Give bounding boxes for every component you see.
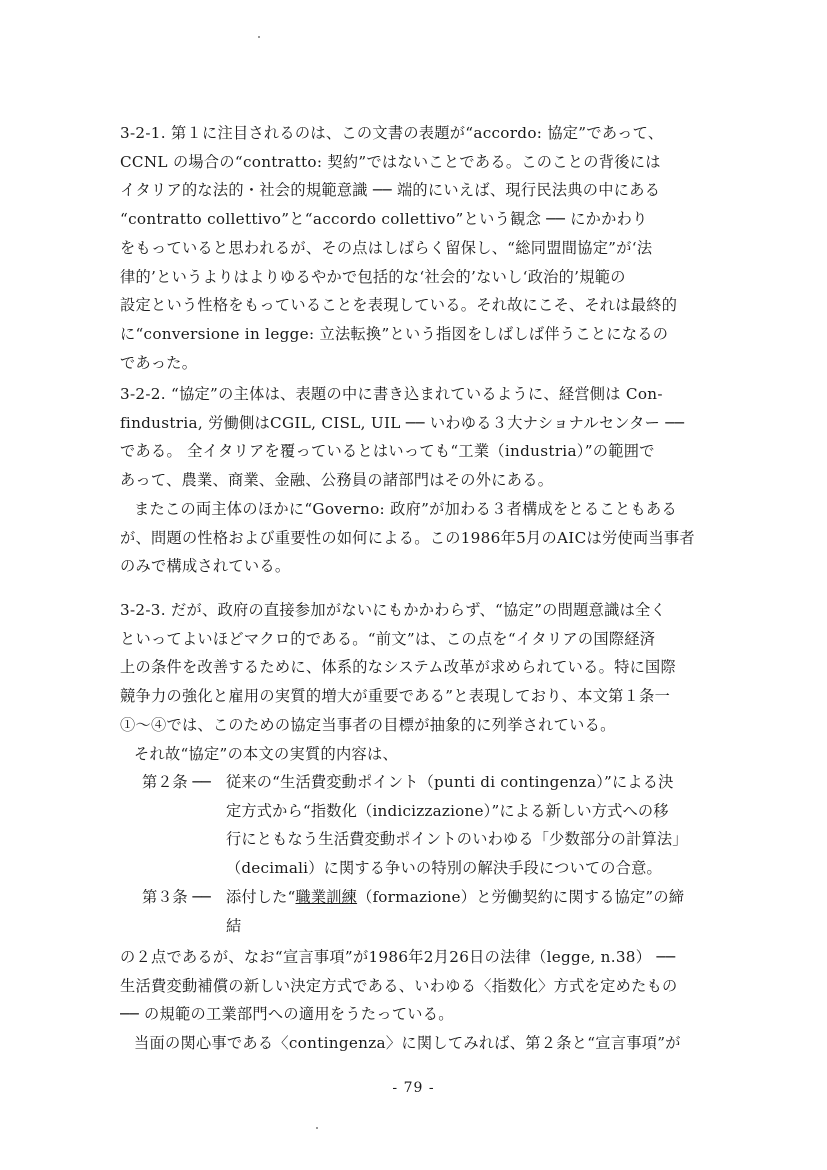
section-3-2-1 [120,119,720,377]
paragraph-line: といってよいほどマクロ的である。“前文”は、この点を“イタリアの国際経済 [120,629,656,648]
paragraph-line: であった。 [120,353,198,372]
paragraph-line: のみで構成されている。 [120,557,291,576]
paragraph-line: 3-2-3. だが、政府の直接参加がないにもかかわらず、“協定”の問題意識は全く [120,601,667,619]
scan-speck [316,1127,318,1129]
item-line-part: （formazione）と労働契約に関する協定”の締 [357,888,685,906]
scan-speck [258,36,260,38]
item-line-part: 添付した“ [226,888,296,906]
paragraph-line: あって、農業、商業、金融、公務員の諸部門はその外にある。 [120,471,554,490]
paragraph-line: 3-2-2. “協定”の主体は、表題の中に書き込まれているように、経営側は Con- [120,385,663,403]
item-line: 結 [226,916,242,935]
paragraph-line: をもっていると思われるが、その点はしばらく留保し、“総同盟間協定”が‘法 [120,238,653,257]
paragraph-line: 設定という性格をもっていることを表現している。それ故にこそ、それは最終的 [120,296,678,315]
page-number: - 79 - [392,1080,435,1096]
paragraph-line: 当面の関心事である〈contingenza〉に関してみれば、第２条と“宣言事項”が [134,1034,681,1053]
section-3-2-3 [120,596,720,768]
article-3-label: 第３条 ── [142,888,211,906]
section-3-2-2 [120,380,720,581]
paragraph-line: ── の規範の工業部門への適用をうたっている。 [120,1005,454,1024]
paragraph-line: 上の条件を改善するために、体系的なシステム改革が求められている。特に国際 [120,658,677,677]
paragraph-line: に“conversione in legge: 立法転換”という指図をしばしば伴うことになるの [120,324,669,343]
paragraph-line: である。 全イタリアを覆っているとはいっても“工業（industria）”の範囲で [120,442,655,461]
paragraph-line: が、問題の性格および重要性の如何による。この1986年5月のAICは労使両当事者 [120,528,695,547]
paragraph-line: 競争力の強化と雇用の実質的増大が重要である”と表現しており、本文第１条一 [120,687,671,706]
paragraph-line: CCNL の場合の“contratto: 契約”ではないことである。このことの背後には [120,152,661,171]
paragraph-line: 律的’というよりはよりゆるやかで包括的な‘社会的’ないし‘政治的’規範の [120,267,626,286]
paragraph-line: “contratto collettivo”と“accordo collettivo”という観念 ── にかかわり [120,210,648,229]
underlined-term: 職業訓練 [295,888,358,906]
paragraph-line: イタリア的な法的・社会的規範意識 ── 端的にいえば、現行民法典の中にある [120,181,661,200]
paragraph-line: findustria, 労働側はCGIL, CISL, UIL ── いわゆる３大ナショナルセンター ── [120,413,685,432]
paragraph-line: それ故“協定”の本文の実質的内容は、 [134,744,398,763]
item-line: 定方式から“指数化（indicizzazione）”による新しい方式への移 [226,801,669,820]
section-closing [120,943,720,1058]
item-line: 行にともなう生活費変動ポイントのいわゆる「少数部分の計算法」 [226,830,688,849]
article-2-body [226,768,720,883]
item-line: （decimali）に関する争いの特別の解決手段についての合意。 [226,859,662,878]
paragraph-line: ①～④では、このための協定当事者の目標が抽象的に列挙されている。 [120,715,616,734]
paragraph-line: 3-2-1. 第１に注目されるのは、この文書の表題が“accordo: 協定”であって、 [120,124,664,142]
item-line [226,883,720,912]
item-line: 従来の“生活費変動ポイント（punti di contingenza）”による決 [226,773,674,791]
article-2-label: 第２条 ── [142,773,211,791]
article-3-body [226,883,720,940]
paragraph-line: 生活費変動補償の新しい決定方式である、いわゆる〈指数化〉方式を定めたもの [120,976,678,995]
paragraph-line: の２点であるが、なお“宣言事項”が1986年2月26日の法律（legge, n.38） ── [120,948,676,966]
paragraph-line: またこの両主体のほかに“Governo: 政府”が加わる３者構成をとることもある [134,499,677,518]
